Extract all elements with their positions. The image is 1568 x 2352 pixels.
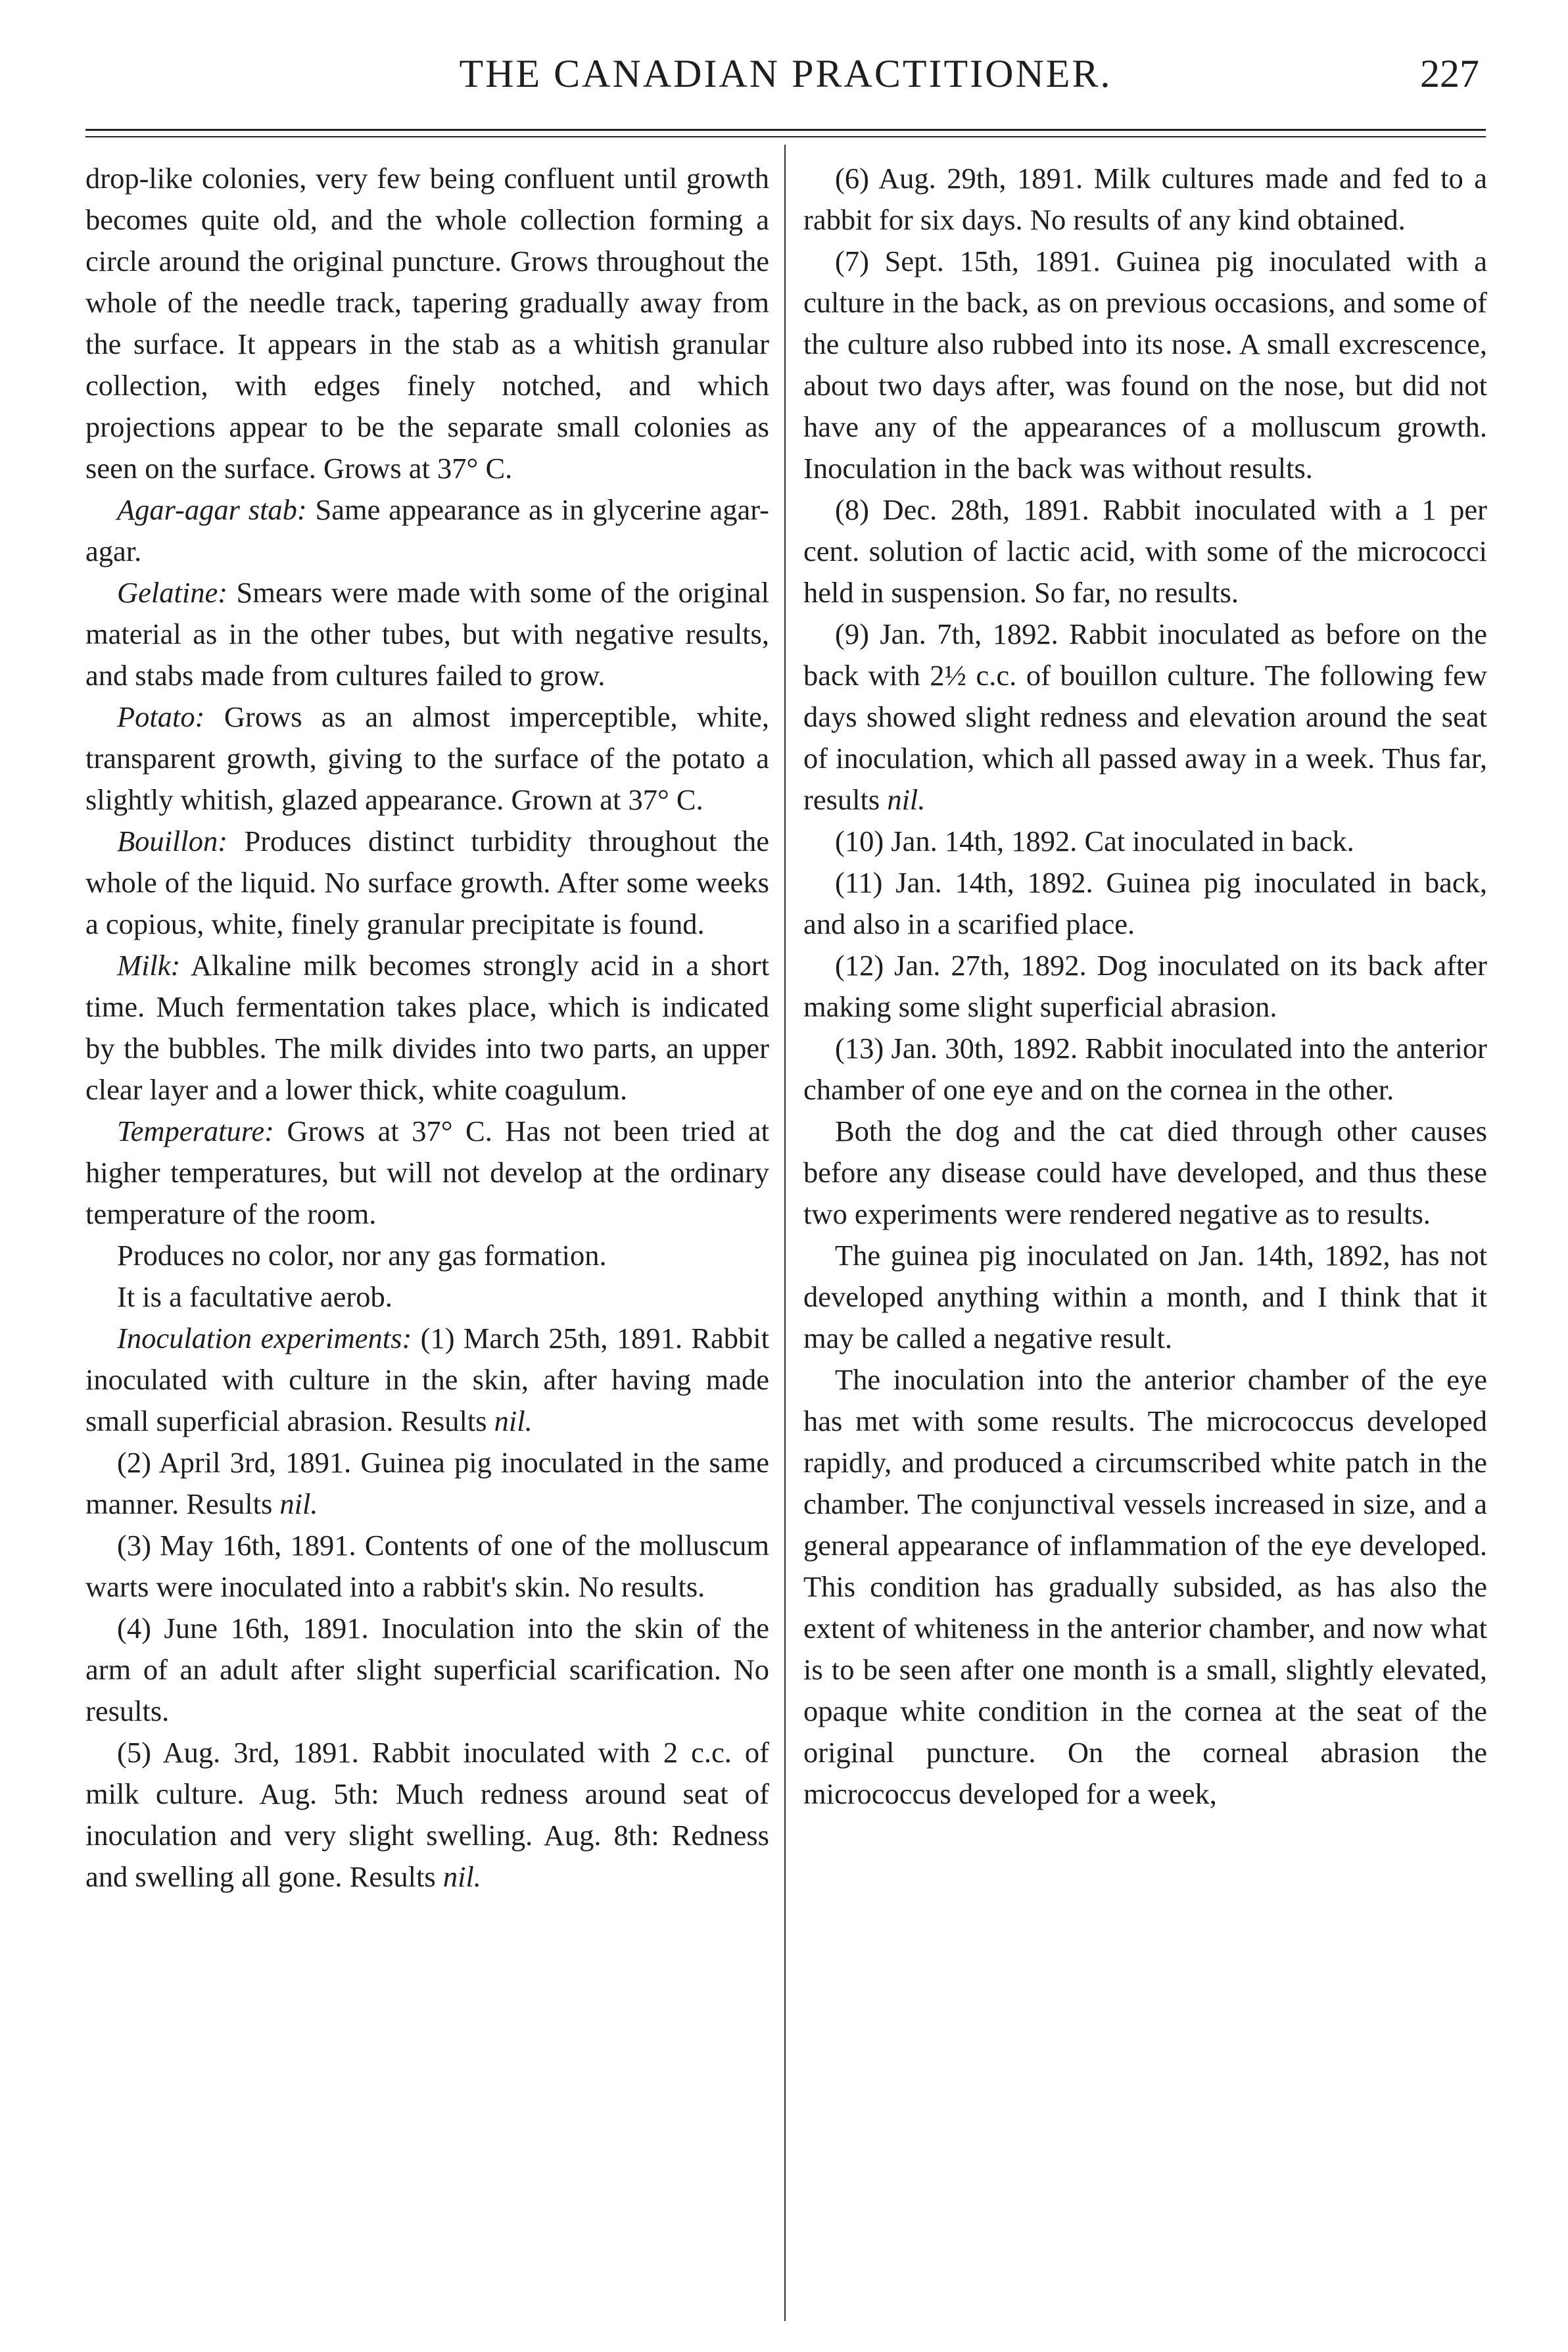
column-divider — [784, 145, 786, 2321]
paragraph-agar-stab — [85, 489, 769, 572]
paragraph: The guinea pig inoculated on Jan. 14th, 1892, has not developed anything within a month, and I think that it may be called a negative result. — [803, 1239, 1487, 1355]
nil-result: nil. — [442, 1860, 481, 1893]
paragraph-text: Grows as an almost imperceptible, white, transparent growth, giving to the surface of the potato a slightly whitish, glazed appearance. Grown at 37° C. — [85, 700, 769, 816]
paragraph-text: Alkaline milk becomes strongly acid in a short time. Much fermentation takes place, which is indicated by the bubbles. The milk divides into two parts, an upper clear layer and a lower thick, white coagulum. — [85, 949, 769, 1106]
page-header — [85, 51, 1486, 110]
header-rule-bottom — [85, 136, 1486, 137]
paragraph-text: (1) March 25th, 1891. Rabbit inoculated with culture in the skin, after having made small superficial abrasion. Results — [85, 1322, 769, 1437]
paragraph-experiment-13: (13) Jan. 30th, 1892. Rabbit inoculated into the anterior chamber of one eye and on the cornea in the other. — [803, 1032, 1487, 1106]
header-rule-top — [85, 129, 1486, 131]
paragraph-text: Grows at 37° C. Has not been tried at higher temperatures, but will not develop at the ordinary temperature of the room. — [85, 1115, 769, 1230]
nil-result: nil. — [279, 1487, 318, 1520]
paragraph-temperature — [85, 1111, 769, 1235]
paragraph: Produces no color, nor any gas formation. — [117, 1239, 607, 1272]
paragraph-experiment-8: (8) Dec. 28th, 1891. Rabbit inoculated with a 1 per cent. solution of lactic acid, with some of the micrococci held in suspension. So far, no results. — [803, 493, 1487, 609]
paragraph-text: (9) Jan. 7th, 1892. Rabbit inoculated as before on the back with 2½ c.c. of bouillon culture. The following few days showed slight redness and elevation around the seat of inoculation, which all passed away in a week. Thus far, results — [803, 617, 1487, 816]
paragraph-experiment-9 — [803, 613, 1487, 821]
paragraph-milk — [85, 945, 769, 1111]
paragraph: It is a facultative aerob. — [117, 1280, 392, 1313]
paragraph-experiment-10: (10) Jan. 14th, 1892. Cat inoculated in back. — [835, 825, 1354, 857]
paragraph-text: (5) Aug. 3rd, 1891. Rabbit inoculated with 2 c.c. of milk culture. Aug. 5th: Much redness around seat of inoculation and very slight swelling. Aug. 8th: Redness and swelling all gone. Results — [85, 1736, 769, 1893]
paragraph-bouillon — [85, 821, 769, 945]
paragraph-inoculation — [85, 1318, 769, 1442]
paragraph-potato — [85, 696, 769, 821]
paragraph: drop-like colonies, very few being confluent until growth becomes quite old, and the whole collection forming a circle around the original puncture. Grows throughout the whole of the needle track, tapering gradually away from the surface. It appears in the stab as a whitish granular collection, with edges finely notched, and which projections appear to be the separate small colonies as seen on the surface. Grows at 37° C. — [85, 162, 769, 485]
right-column — [803, 158, 1487, 1815]
paragraph: Both the dog and the cat died through other causes before any disease could have developed, and thus these two experiments were rendered negative as to results. — [803, 1115, 1487, 1230]
paragraph-label: Inoculation experiments: — [117, 1322, 412, 1355]
paragraph-gelatine — [85, 572, 769, 696]
paragraph-text: Same appearance as in glycerine agar-agar. — [85, 493, 769, 567]
paragraph-label: Agar-agar stab: — [117, 493, 307, 526]
nil-result: nil. — [887, 783, 926, 816]
paragraph-experiment-3: (3) May 16th, 1891. Contents of one of the molluscum warts were inoculated into a rabbit's skin. No results. — [85, 1529, 769, 1603]
paragraph-experiment-5 — [85, 1732, 769, 1898]
paragraph-experiment-12: (12) Jan. 27th, 1892. Dog inoculated on its back after making some slight superficial abrasion. — [803, 949, 1487, 1023]
paragraph-experiment-7: (7) Sept. 15th, 1891. Guinea pig inoculated with a culture in the back, as on previous occasions, and some of the culture also rubbed into its nose. A small excrescence, about two days after, was found on the nose, but did not have any of the appearances of a molluscum growth. Inoculation in the back was without results. — [803, 245, 1487, 485]
nil-result: nil. — [494, 1404, 533, 1437]
paragraph-label: Milk: — [117, 949, 181, 982]
paragraph-label: Bouillon: — [117, 825, 228, 857]
paragraph-label: Gelatine: — [117, 576, 228, 609]
paragraph-experiment-2 — [85, 1442, 769, 1525]
paragraph-label: Temperature: — [117, 1115, 274, 1147]
paragraph-text: Produces distinct turbidity throughout the whole of the liquid. No surface growth. After some weeks a copious, white, finely granular precipitate is found. — [85, 825, 769, 940]
journal-title: THE CANADIAN PRACTITIONER. — [459, 52, 1112, 95]
paragraph-label: Potato: — [117, 700, 205, 733]
paragraph-experiment-6: (6) Aug. 29th, 1891. Milk cultures made and fed to a rabbit for six days. No results of any kind obtained. — [803, 162, 1487, 236]
paragraph-text: (2) April 3rd, 1891. Guinea pig inoculated in the same manner. Results — [85, 1446, 769, 1520]
paragraph-experiment-4: (4) June 16th, 1891. Inoculation into the skin of the arm of an adult after slight superficial scarification. No results. — [85, 1612, 769, 1727]
paragraph-experiment-11: (11) Jan. 14th, 1892. Guinea pig inoculated in back, and also in a scarified place. — [803, 866, 1487, 940]
paragraph: The inoculation into the anterior chamber of the eye has met with some results. The micrococcus developed rapidly, and produced a circumscribed white patch in the chamber. The conjunctival vessels increased in size, and a general appearance of inflammation of the eye developed. This condition has gradually subsided, as has also the extent of whiteness in the anterior chamber, and now what is to be seen after one month is a small, slightly elevated, opaque white condition in the cornea at the seat of the original puncture. On the corneal abrasion the micrococcus developed for a week, — [803, 1363, 1487, 1810]
page-number: 227 — [1420, 52, 1479, 95]
paragraph-text: Smears were made with some of the original material as in the other tubes, but with negative results, and stabs made from cultures failed to grow. — [85, 576, 769, 692]
left-column — [85, 158, 769, 1898]
